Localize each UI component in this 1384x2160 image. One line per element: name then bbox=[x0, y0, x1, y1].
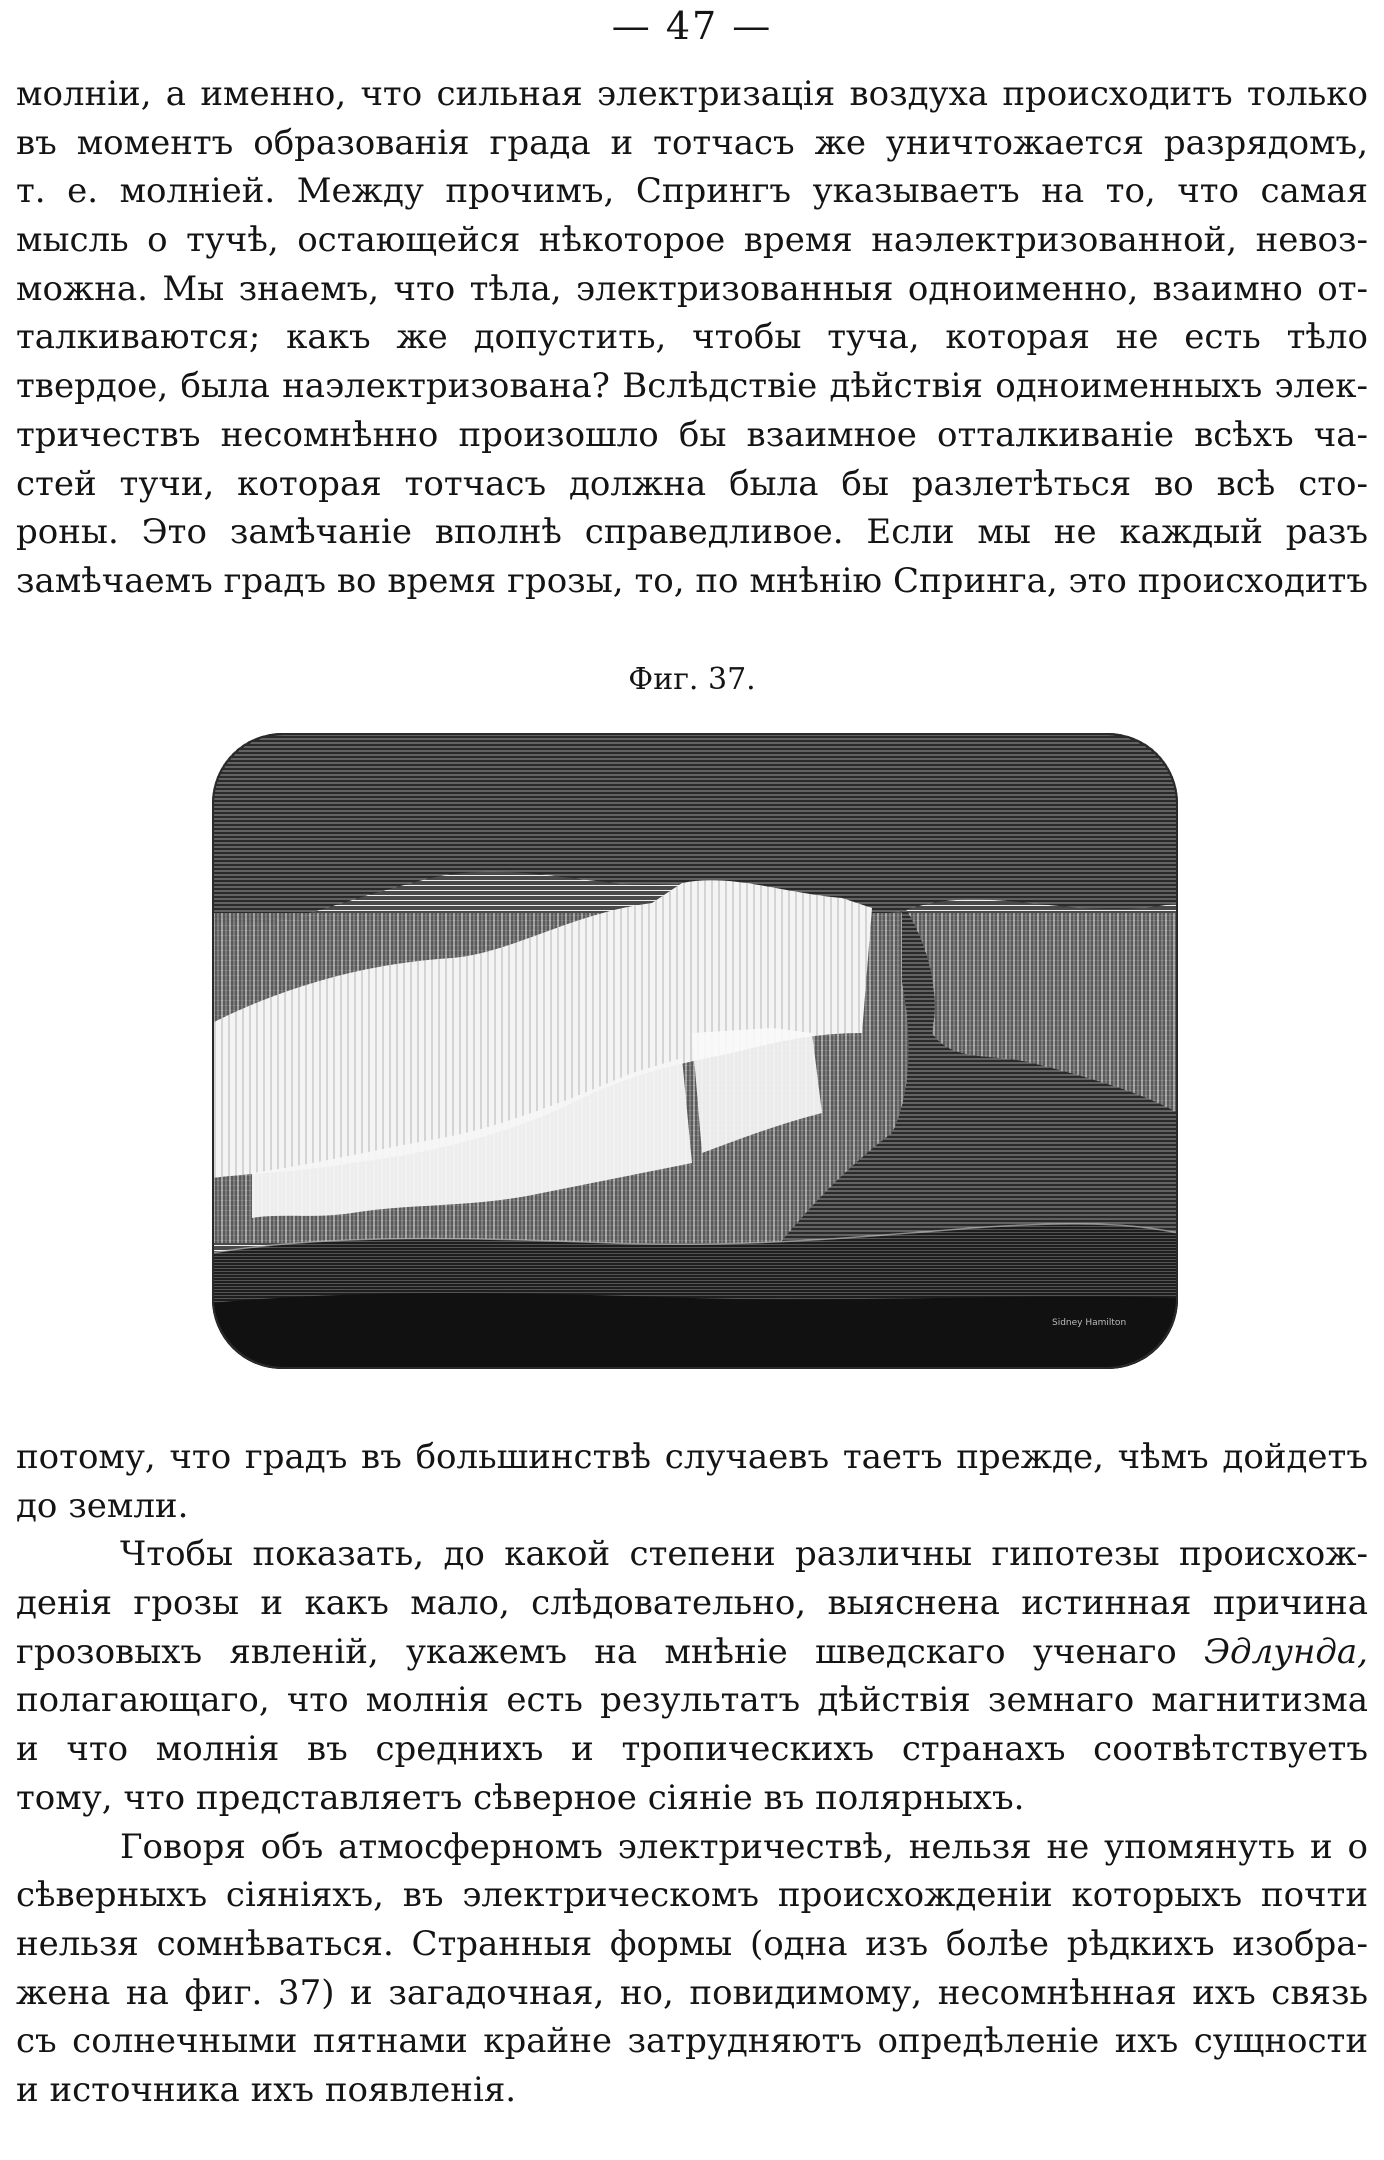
text-line bbox=[16, 1628, 1368, 1677]
scientist-name: Эдлунда, bbox=[1204, 1631, 1368, 1672]
text-line: тому, что представляетъ сѣверное сіяніе въ полярныхъ. bbox=[16, 1777, 1025, 1818]
text-run: грозовыхъ явленій, укажемъ на мнѣніе шведскаго ученаго bbox=[16, 1631, 1177, 1672]
bottom-text bbox=[16, 1433, 1368, 2115]
text-line: мысль о тучѣ, остающейся нѣкоторое время наэлектризованной, невоз- bbox=[16, 220, 1368, 261]
text-line: и что молнія въ среднихъ и тропическихъ странахъ соотвѣтствуетъ bbox=[16, 1729, 1368, 1770]
aurora-engraving bbox=[212, 733, 1178, 1369]
text-line: до земли. bbox=[16, 1485, 189, 1526]
page-number: — 47 — bbox=[611, 4, 773, 48]
text-line: нельзя сомнѣваться. Странныя формы (одна изъ болѣе рѣдкихъ изобра- bbox=[16, 1923, 1368, 1964]
text-line: можна. Мы знаемъ, что тѣла, электризованныя одноименно, взаимно от- bbox=[16, 268, 1368, 309]
text-line: твердое, была наэлектризована? Вслѣдствіе дѣйствія одноименныхъ элек- bbox=[16, 366, 1368, 407]
text-line: молніи, а именно, что сильная электризація воздуха происходитъ только bbox=[16, 74, 1368, 114]
text-line: Говоря объ атмосферномъ электричествѣ, нельзя не упомянуть и о bbox=[120, 1826, 1368, 1867]
text-line: потому, что градъ въ большинствѣ случаевъ таетъ прежде, чѣмъ дойдетъ bbox=[16, 1437, 1368, 1477]
top-paragraph bbox=[16, 70, 1368, 606]
text-line: замѣчаемъ градъ во время грозы, то, по мнѣнію Спринга, это происходитъ bbox=[16, 560, 1368, 601]
text-line: тричествъ несомнѣнно произошло бы взаимное отталкиваніе всѣхъ ча- bbox=[16, 414, 1368, 455]
text-line: стей тучи, которая тотчасъ должна была бы разлетѣться во всѣ сто- bbox=[16, 463, 1368, 504]
engraver-signature: Sidney Hamilton bbox=[1052, 1318, 1127, 1328]
text-line: денія грозы и какъ мало, слѣдовательно, выяснена истинная причина bbox=[16, 1583, 1368, 1624]
text-line: роны. Это замѣчаніе вполнѣ справедливое. Если мы не каждый разъ bbox=[16, 512, 1368, 553]
text-line: т. е. молніей. Между прочимъ, Спрингъ указываетъ на то, что самая bbox=[16, 171, 1368, 212]
text-line: полагающаго, что молнія есть результатъ дѣйствія земнаго магнитизма bbox=[16, 1680, 1368, 1721]
text-line: въ моментъ образованія града и тотчасъ же уничтожается разрядомъ, bbox=[16, 122, 1368, 163]
figure-caption: Фиг. 37. bbox=[628, 662, 756, 697]
text-line: съ солнечными пятнами крайне затрудняютъ опредѣленіе ихъ сущности bbox=[16, 2021, 1368, 2062]
text-line: талкиваются; какъ же допустить, чтобы туча, которая не есть тѣло bbox=[16, 317, 1368, 358]
text-line: и источника ихъ появленія. bbox=[16, 2069, 517, 2110]
text-line: Чтобы показать, до какой степени различны гипотезы происхож- bbox=[120, 1534, 1368, 1575]
text-line: жена на фиг. 37) и загадочная, но, повидимому, несомнѣнная ихъ связь bbox=[16, 1972, 1368, 2013]
text-line: сѣверныхъ сіяніяхъ, въ электрическомъ происхожденіи которыхъ почти bbox=[16, 1875, 1368, 1916]
engraving-illustration bbox=[212, 733, 1178, 1369]
